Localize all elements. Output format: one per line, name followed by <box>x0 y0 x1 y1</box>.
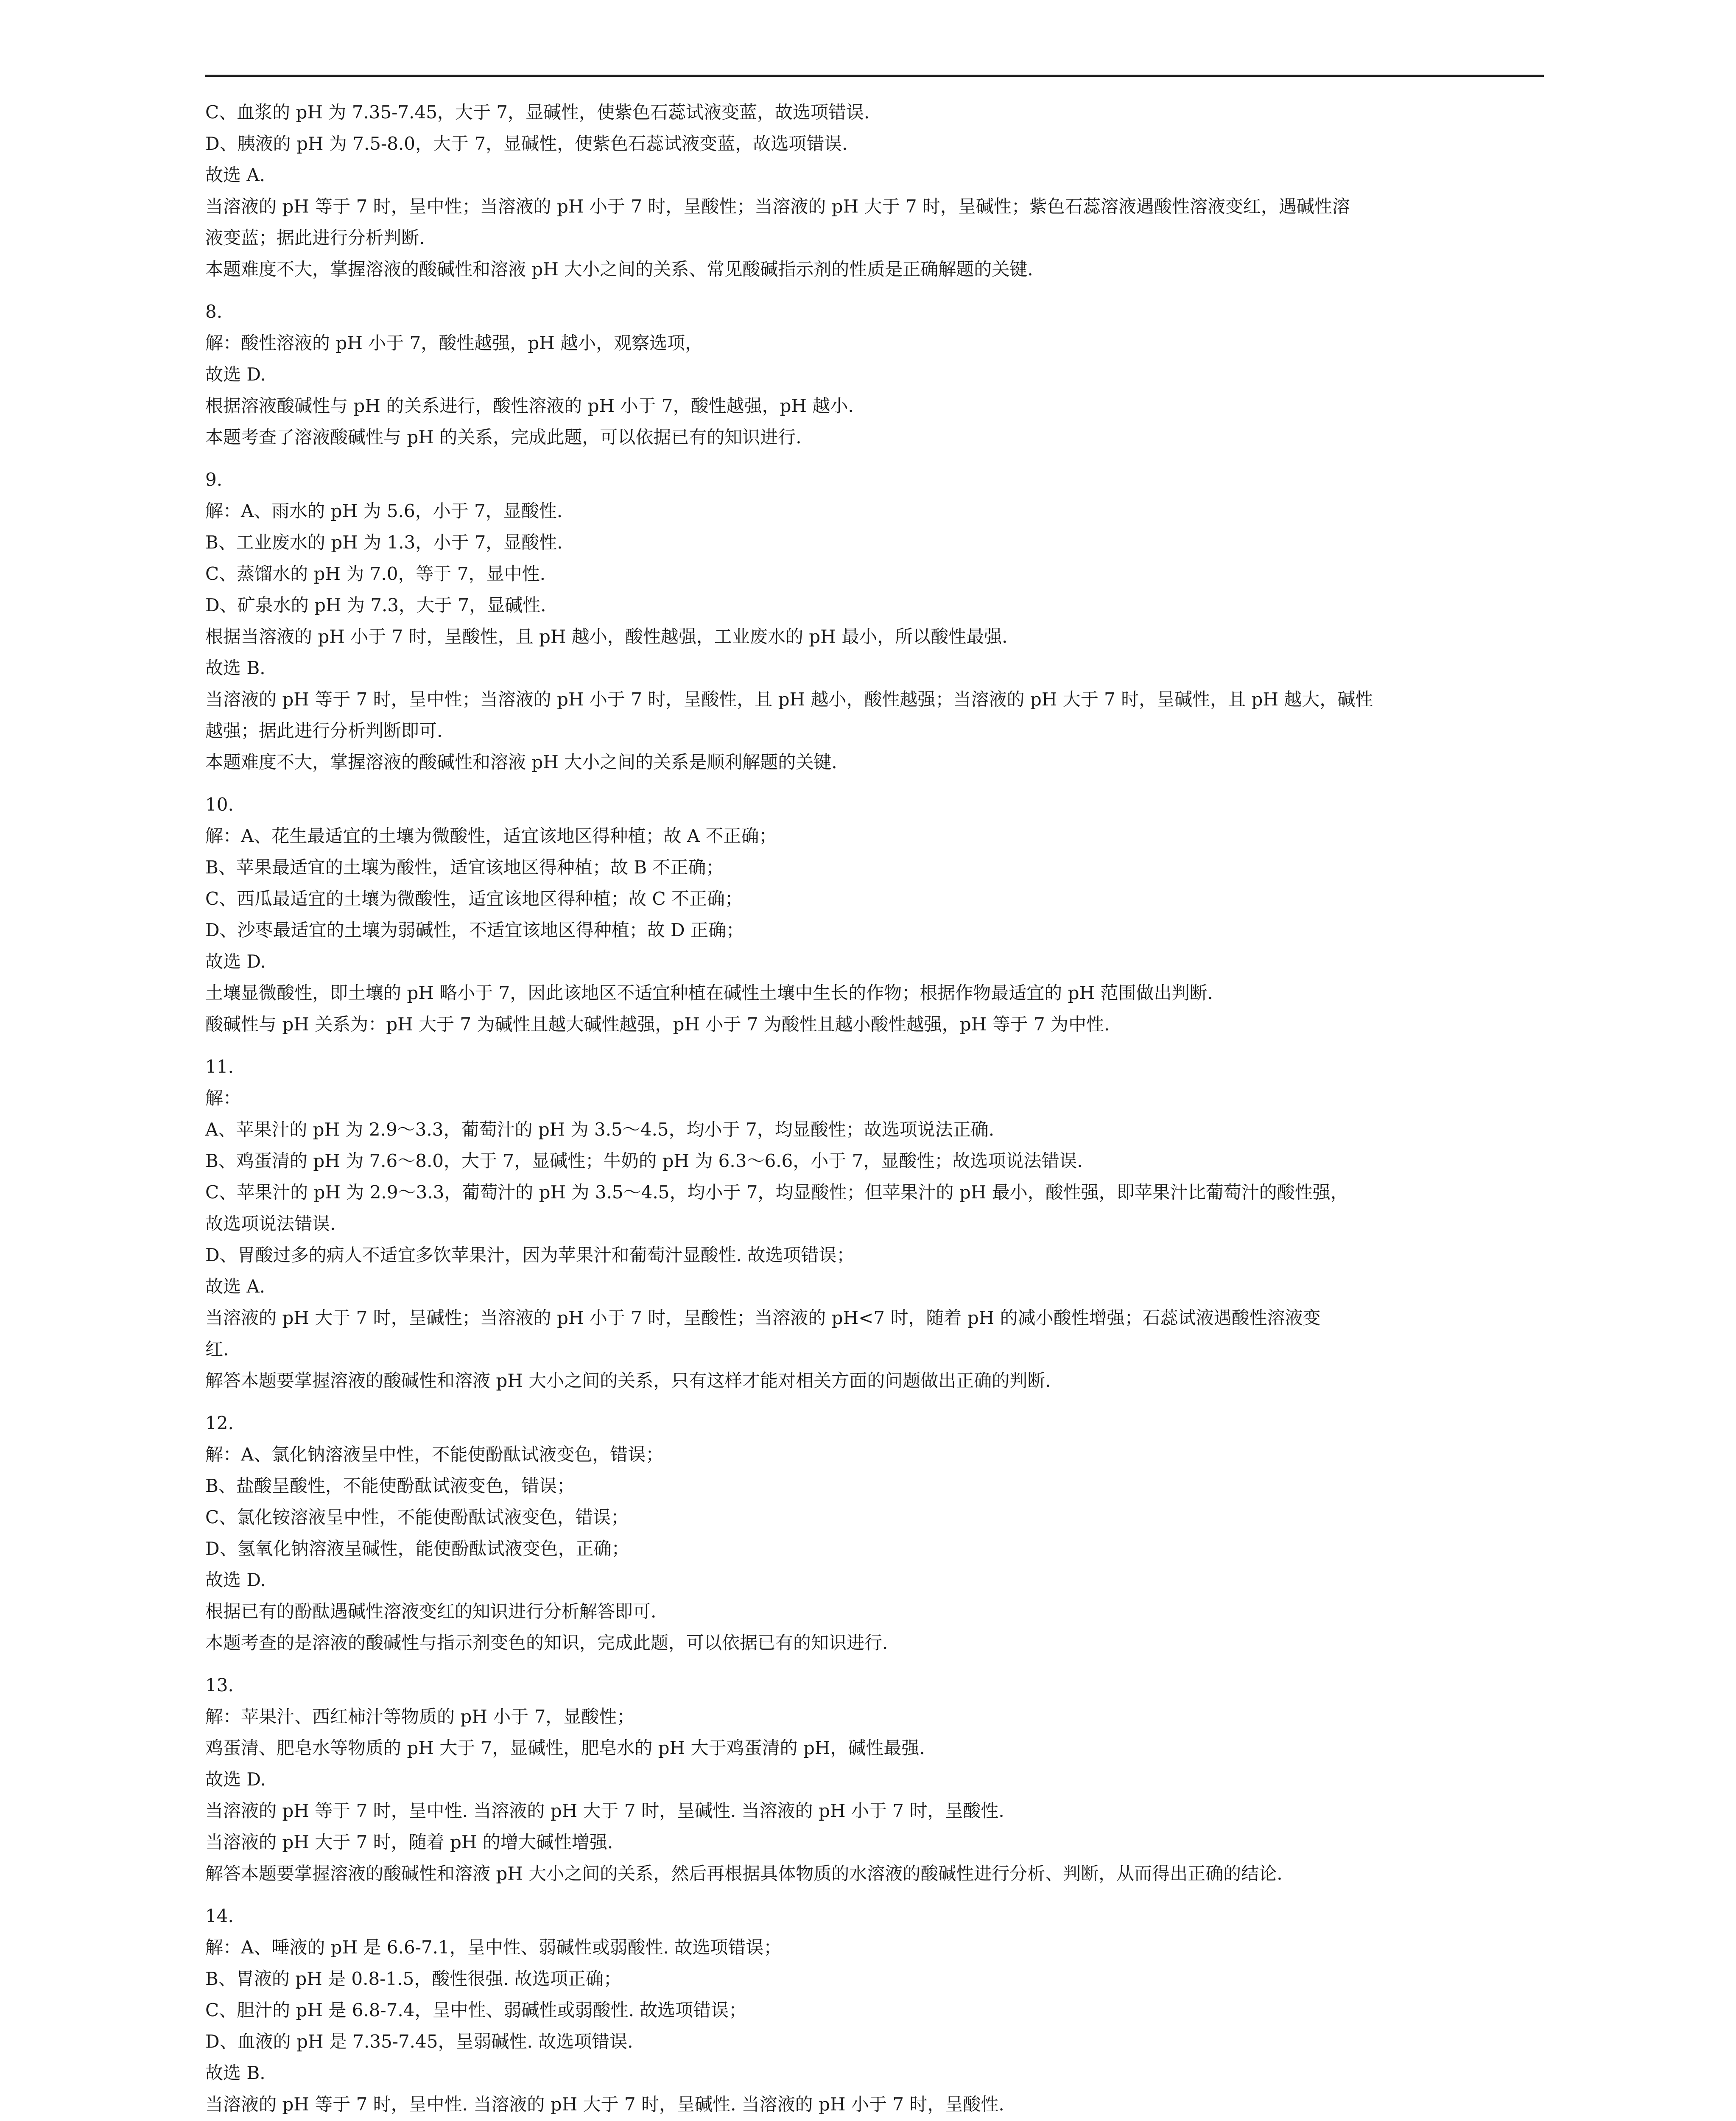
text-line: B、鸡蛋清的 pH 为 7.6～8.0，大于 7，显碱性；牛奶的 pH 为 6.3～6.6，小于 7，显酸性；故选项说法错误. <box>205 1150 1083 1171</box>
text-line: C、西瓜最适宜的土壤为微酸性，适宜该地区得种植；故 C 不正确； <box>205 888 743 909</box>
question-number: 11. <box>205 1056 234 1077</box>
text-line: C、氯化铵溶液呈中性，不能使酚酞试液变色，错误； <box>205 1507 629 1528</box>
text-line: 根据已有的酚酞遇碱性溶液变红的知识进行分析解答即可. <box>205 1601 657 1622</box>
text-line: D、沙枣最适宜的土壤为弱碱性，不适宜该地区得种植；故 D 正确； <box>205 920 744 940</box>
text-line: 当溶液的 pH 等于 7 时，呈中性. 当溶液的 pH 大于 7 时，呈碱性. 当溶液的 pH 小于 7 时，呈酸性. <box>205 1800 1004 1821</box>
text-line: 故选 D. <box>205 1769 266 1790</box>
text-line: 本题考查了溶液酸碱性与 pH 的关系，完成此题，可以依据已有的知识进行. <box>205 427 802 448</box>
text-line: 当溶液的 pH 等于 7 时，呈中性；当溶液的 pH 小于 7 时，呈酸性，且 pH 越小，酸性越强；当溶液的 pH 大于 7 时，呈碱性，且 pH 越大，碱性 <box>205 689 1373 710</box>
text-line: 解： <box>205 1088 241 1108</box>
answer-section <box>205 1407 1544 1659</box>
text-line: 解答本题要掌握溶液的酸碱性和溶液 pH 大小之间的关系，然后再根据具体物质的水溶液的酸碱性进行分析、判断，从而得出正确的结论. <box>205 1863 1283 1884</box>
text-line: 当溶液的 pH 等于 7 时，呈中性. 当溶液的 pH 大于 7 时，呈碱性. 当溶液的 pH 小于 7 时，呈酸性. <box>205 2094 1004 2115</box>
text-line: 本题难度不大，掌握溶液的酸碱性和溶液 pH 大小之间的关系、常见酸碱指示剂的性质是正确解题的关键. <box>205 259 1033 280</box>
text-line: B、胃液的 pH 是 0.8-1.5，酸性很强. 故选项正确； <box>205 1968 621 1989</box>
text-line: D、胰液的 pH 为 7.5-8.0，大于 7，显碱性，使紫色石蕊试液变蓝，故选项错误. <box>205 133 848 154</box>
answer-section <box>205 296 1544 453</box>
text-line: A、苹果汁的 pH 为 2.9～3.3，葡萄汁的 pH 为 3.5～4.5，均小于 7，均显酸性；故选项说法正确. <box>205 1119 995 1140</box>
text-line: 本题难度不大，掌握溶液的酸碱性和溶液 pH 大小之间的关系是顺利解题的关键. <box>205 752 837 772</box>
document-body <box>205 97 1544 2121</box>
question-number: 13. <box>205 1675 234 1696</box>
text-line: D、矿泉水的 pH 为 7.3，大于 7，显碱性. <box>205 595 546 616</box>
header-rule <box>205 75 1544 77</box>
text-line: B、苹果最适宜的土壤为酸性，适宜该地区得种植；故 B 不正确； <box>205 857 724 878</box>
question-number: 12. <box>205 1413 234 1433</box>
text-line: 当溶液的 pH 大于 7 时，呈碱性；当溶液的 pH 小于 7 时，呈酸性；当溶液的 pH<7 时，随着 pH 的减小酸性增强；石蕊试液遇酸性溶液变 <box>205 1307 1321 1328</box>
text-line: 故选 D. <box>205 951 266 972</box>
answer-section <box>205 1051 1544 1396</box>
text-line: 故选 A. <box>205 1276 266 1297</box>
text-line: D、血液的 pH 是 7.35-7.45，呈弱碱性. 故选项错误. <box>205 2031 633 2052</box>
text-line: B、盐酸呈酸性，不能使酚酞试液变色，错误； <box>205 1475 575 1496</box>
text-line: 根据当溶液的 pH 小于 7 时，呈酸性，且 pH 越小，酸性越强，工业废水的 pH 最小，所以酸性最强. <box>205 626 1008 647</box>
question-number: 10. <box>205 794 234 815</box>
text-line: 酸碱性与 pH 关系为：pH 大于 7 为碱性且越大碱性越强，pH 小于 7 为酸性且越小酸性越强，pH 等于 7 为中性. <box>205 1014 1110 1035</box>
text-line: B、工业废水的 pH 为 1.3，小于 7，显酸性. <box>205 532 563 553</box>
text-line: 解：A、氯化钠溶液呈中性，不能使酚酞试液变色，错误； <box>205 1444 664 1465</box>
text-line: 解：苹果汁、西红柿汁等物质的 pH 小于 7，显酸性； <box>205 1706 635 1727</box>
text-line: 当溶液的 pH 等于 7 时，呈中性；当溶液的 pH 小于 7 时，呈酸性；当溶液的 pH 大于 7 时，呈碱性；紫色石蕊溶液遇酸性溶液变红，遇碱性溶 <box>205 196 1350 217</box>
text-line: D、氢氧化钠溶液呈碱性，能使酚酞试液变色，正确； <box>205 1538 629 1559</box>
text-line: 故选 A. <box>205 165 266 185</box>
text-line: 土壤显微酸性，即土壤的 pH 略小于 7，因此该地区不适宜种植在碱性土壤中生长的作物；根据作物最适宜的 pH 范围做出判断. <box>205 982 1213 1003</box>
question-number: 9. <box>205 469 223 490</box>
text-line: 当溶液的 pH 大于 7 时，随着 pH 的增大碱性增强. <box>205 1832 613 1852</box>
question-number: 14. <box>205 1906 234 1926</box>
answer-section <box>205 789 1544 1040</box>
answer-section <box>205 1670 1544 1889</box>
text-line: 鸡蛋清、肥皂水等物质的 pH 大于 7，显碱性，肥皂水的 pH 大于鸡蛋清的 pH，碱性最强. <box>205 1738 925 1758</box>
text-line: 本题考查的是溶液的酸碱性与指示剂变色的知识，完成此题，可以依据已有的知识进行. <box>205 1632 888 1653</box>
text-line: 根据溶液酸碱性与 pH 的关系进行，酸性溶液的 pH 小于 7，酸性越强，pH 越小. <box>205 395 854 416</box>
answer-section <box>205 464 1544 778</box>
text-line: D、胃酸过多的病人不适宜多饮苹果汁，因为苹果汁和葡萄汁显酸性. 故选项错误； <box>205 1245 855 1265</box>
text-line: 故选 D. <box>205 1570 266 1590</box>
text-line: 液变蓝；据此进行分析判断. <box>205 227 425 248</box>
text-line: C、苹果汁的 pH 为 2.9～3.3，葡萄汁的 pH 为 3.5～4.5，均小于 7，均显酸性；但苹果汁的 pH 最小，酸性强，即苹果汁比葡萄汁的酸性强， <box>205 1182 1348 1203</box>
answer-section <box>205 1900 1544 2121</box>
answer-section <box>205 97 1544 285</box>
text-line: C、胆汁的 pH 是 6.8-7.4，呈中性、弱碱性或弱酸性. 故选项错误； <box>205 2000 747 2020</box>
text-line: 解：A、雨水的 pH 为 5.6，小于 7，显酸性. <box>205 501 563 521</box>
text-line: C、蒸馏水的 pH 为 7.0，等于 7，显中性. <box>205 563 545 584</box>
text-line: 解：A、花生最适宜的土壤为微酸性，适宜该地区得种植；故 A 不正确； <box>205 825 777 846</box>
text-line: 故选 B. <box>205 658 266 678</box>
text-line: 红. <box>205 1339 229 1360</box>
text-line: 故选 B. <box>205 2062 266 2083</box>
text-line: 解答本题要掌握溶液的酸碱性和溶液 pH 大小之间的关系，只有这样才能对相关方面的问题做出正确的判断. <box>205 1370 1051 1391</box>
text-line: 越强；据此进行分析判断即可. <box>205 720 443 741</box>
question-number: 8. <box>205 301 223 322</box>
text-line: 故选项说法错误. <box>205 1213 336 1234</box>
text-line: 解：A、唾液的 pH 是 6.6-7.1，呈中性、弱碱性或弱酸性. 故选项错误； <box>205 1937 782 1958</box>
text-line: C、血浆的 pH 为 7.35-7.45，大于 7，显碱性，使紫色石蕊试液变蓝，故选项错误. <box>205 102 870 123</box>
text-line: 故选 D. <box>205 364 266 385</box>
text-line: 解：酸性溶液的 pH 小于 7，酸性越强，pH 越小，观察选项， <box>205 333 703 353</box>
